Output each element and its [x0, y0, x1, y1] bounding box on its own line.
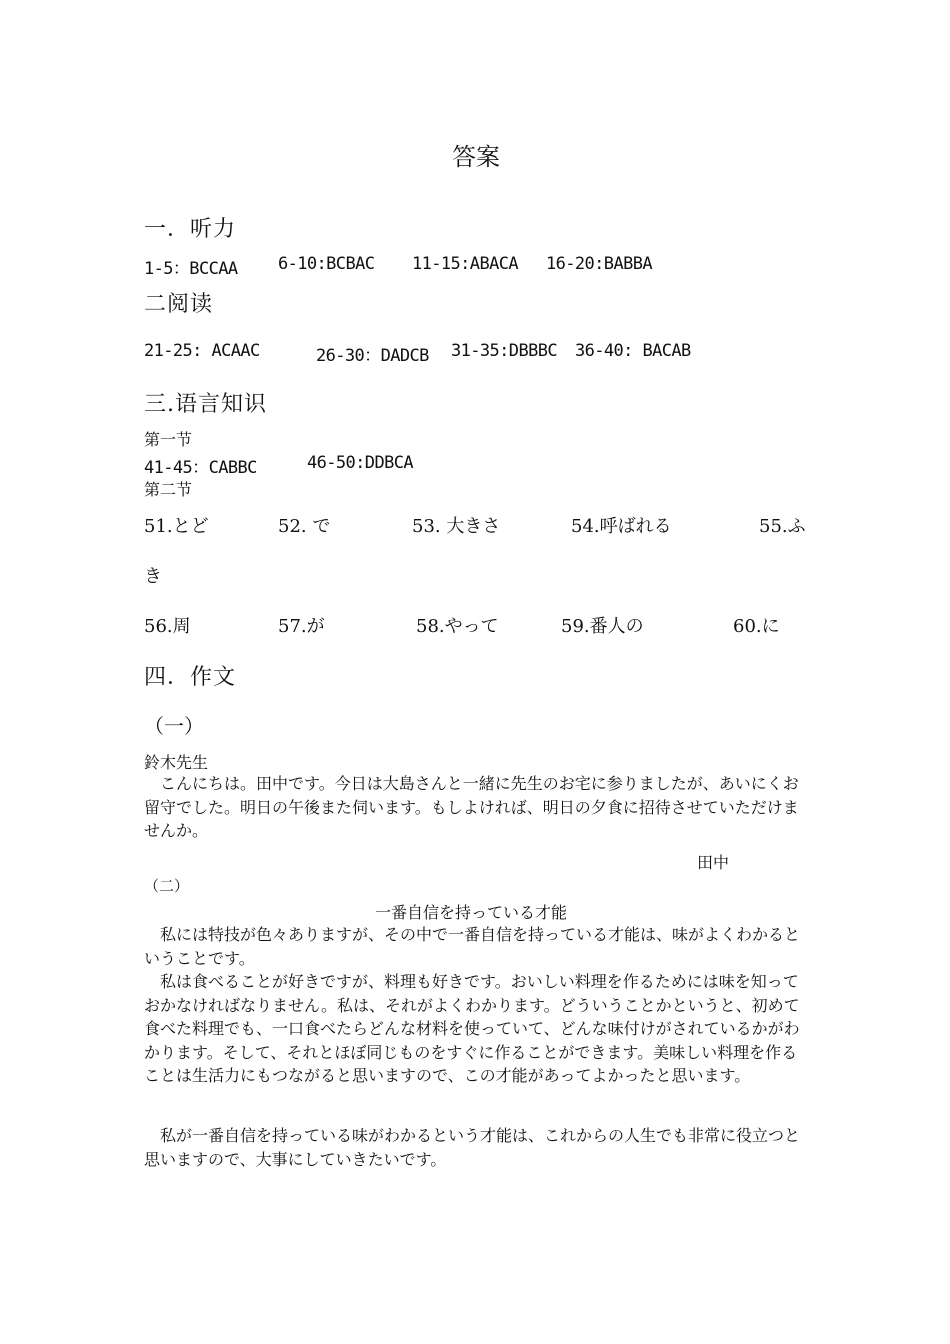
fill-answer-wrap: き	[144, 566, 162, 587]
essay-paragraph-1: 私には特技が色々ありますが、その中で一番自信を持っている才能は、味がよくわかるということです。	[144, 925, 801, 968]
fill-answer: 52. で	[278, 516, 331, 537]
page-title: 答案	[452, 143, 500, 171]
answer-group: 46-50:DDBCA	[307, 453, 413, 473]
essay-paragraph-3: 私が一番自信を持っている味がわかるという才能は、これからの人生でも非常に役立つと思いますので、大事にしていきたいです。	[144, 1126, 801, 1169]
letter-salutation: 鈴木先生	[144, 753, 209, 772]
fill-answer: 58.やって	[416, 616, 499, 637]
fill-answer: 60.に	[733, 616, 780, 637]
answer-group: 26-30：DADCB	[316, 346, 429, 366]
letter-body: こんにちは。田中です。今日は大島さんと一緒に先生のお宅に参りましたが、あいにくお留守でした。明日の午後また伺います。もしよければ、明日の夕食に招待させていただけませんか。	[144, 774, 799, 840]
answer-group: 41-45：CABBC	[144, 458, 257, 478]
fill-answer: 56.周	[144, 616, 191, 637]
answer-group: 16-20:BABBA	[546, 254, 652, 274]
section-writing-heading: 四．作文	[144, 665, 237, 690]
answer-group: 11-15:ABACA	[412, 254, 518, 274]
answer-group: 1-5：BCCAA	[144, 259, 238, 279]
fill-answer: 59.番人の	[561, 616, 644, 637]
essay-paragraph-2: 私は食べることが好きですが、料理も好きです。おいしい料理を作るためには味を知っておかなければなりません。私は、それがよくわかります。どういうことかというと、初めて食べた料理でも、一口食べたらどんな材料を使っていて、どんな味付けがされているかがわかります。そして、それとほぼ同じものをすぐに作ることができます。美味しい料理を作ることは生活力にもつながると思いますので、この才能があってよかったと思います。	[144, 972, 800, 1085]
letter-signature: 田中	[697, 853, 730, 872]
section-language-heading: 三.语言知识	[144, 392, 267, 417]
essay-title: 一番自信を持っている才能	[375, 903, 568, 922]
fill-answer: 54.呼ばれる	[571, 516, 672, 537]
sub-label-1: （一）	[144, 714, 204, 738]
fill-answer: 53. 大きさ	[412, 516, 501, 537]
fill-answer: 51.とど	[144, 516, 209, 537]
answer-group: 6-10:BCBAC	[278, 254, 375, 274]
answer-group: 31-35:DBBBC	[451, 341, 557, 361]
part1-label: 第一节	[144, 430, 193, 449]
answer-group: 21-25: ACAAC	[144, 341, 260, 361]
sub-label-2: （二）	[144, 877, 190, 895]
answer-group: 36-40: BACAB	[575, 341, 691, 361]
section-listening-heading: 一．听力	[144, 217, 237, 242]
section-reading-heading: 二阅读	[144, 292, 214, 317]
part2-label: 第二节	[144, 480, 193, 499]
fill-answer: 55.ふ	[759, 516, 806, 537]
fill-answer: 57.が	[278, 616, 325, 637]
